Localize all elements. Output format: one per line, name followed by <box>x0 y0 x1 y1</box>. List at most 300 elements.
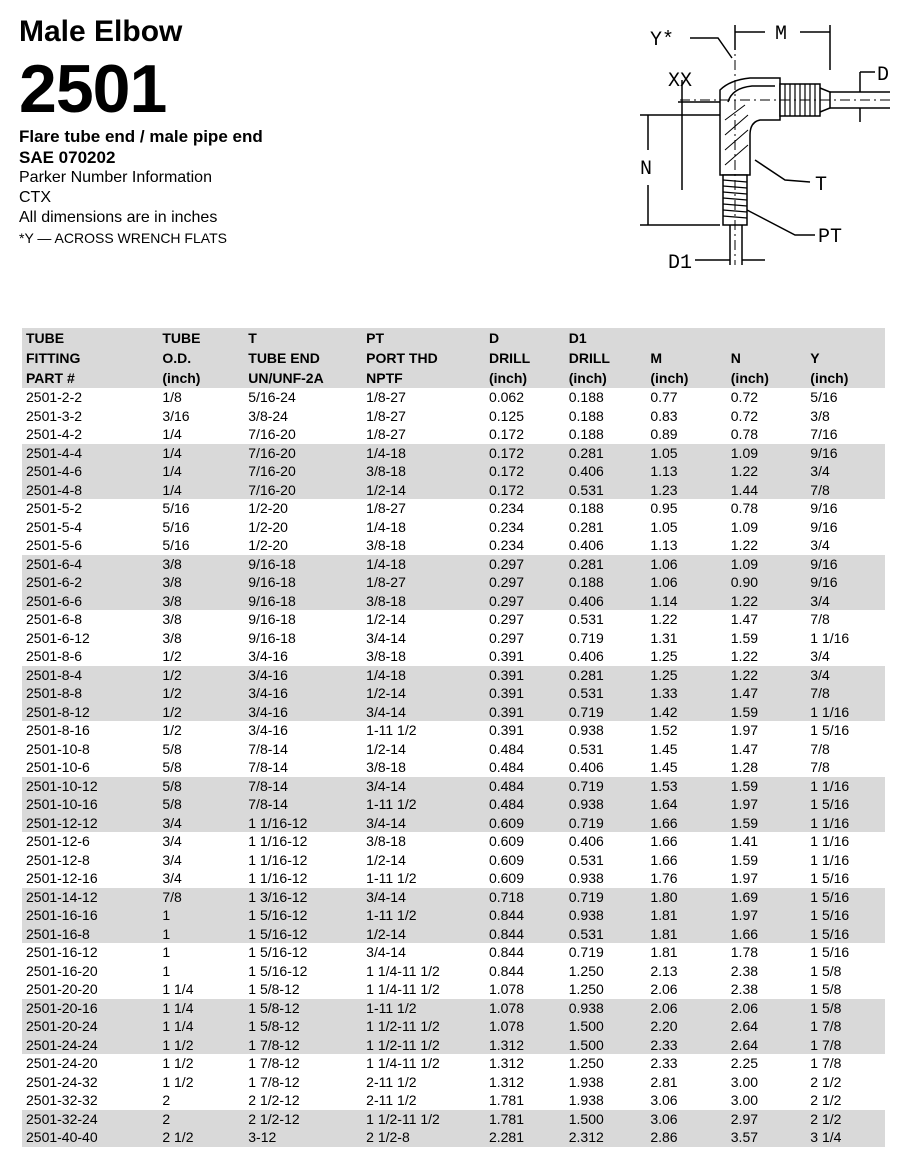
table-cell: 2501-10-12 <box>22 777 158 796</box>
table-cell: 0.90 <box>727 573 807 592</box>
column-header-line <box>810 328 885 348</box>
table-cell: 3/4-16 <box>244 666 362 685</box>
table-cell: 1.52 <box>650 722 678 738</box>
table-cell: 1 1/2-11 1/2 <box>362 1110 485 1129</box>
table-cell: 0.89 <box>650 426 678 442</box>
table-cell: 5/16 <box>162 518 190 535</box>
table-cell: 2 <box>162 1092 171 1108</box>
table-cell: 3/4-14 <box>362 777 485 796</box>
table-row <box>22 444 885 463</box>
table-cell: 1 7/8-12 <box>248 1055 300 1071</box>
table-cell: 5/16 <box>162 537 190 553</box>
table-cell: 1/2-14 <box>362 925 485 944</box>
table-cell: 0.297 <box>485 592 565 611</box>
table-cell: 7/16 <box>810 426 838 442</box>
table-cell: 3/4 <box>162 870 182 886</box>
column-header-line: (inch) <box>730 370 769 386</box>
table-cell: 1.22 <box>727 666 807 685</box>
table-row <box>22 1128 885 1147</box>
table-cell: 1.22 <box>727 592 807 611</box>
table-cell: 2 1/2-12 <box>248 1092 300 1108</box>
table-row <box>22 518 885 537</box>
table-cell: 1 5/8-12 <box>244 999 362 1018</box>
table-cell: 1.06 <box>646 573 726 592</box>
table-cell: 5/8 <box>158 795 244 814</box>
table-row <box>22 425 885 444</box>
table-cell: 0.406 <box>568 759 604 775</box>
table-cell: 1.078 <box>485 1017 565 1036</box>
table-cell: 1 1/4-11 1/2 <box>366 1055 440 1071</box>
column-header <box>158 328 244 388</box>
table-cell: 1 1/16-12 <box>248 833 308 849</box>
product-number: 2501 <box>19 51 167 127</box>
table-cell: 1/2 <box>158 703 244 722</box>
table-cell: 1/4-18 <box>366 518 406 535</box>
table-cell: 1.69 <box>727 888 807 907</box>
table-cell: 1/8-27 <box>362 573 485 592</box>
table-cell: 3/4 <box>806 462 885 481</box>
table-cell: 2 1/2-8 <box>362 1128 485 1147</box>
table-cell: 1/8-27 <box>366 407 406 424</box>
table-cell: 3/8 <box>158 592 244 611</box>
table-cell: 2 1/2 <box>810 1092 842 1108</box>
table-cell: 2501-8-4 <box>22 666 158 685</box>
table-row <box>22 666 885 685</box>
table-cell: 2.38 <box>730 962 759 979</box>
table-cell: 3/8-24 <box>248 407 288 424</box>
table-cell: 0.78 <box>730 500 759 516</box>
table-row <box>22 703 885 722</box>
table-cell: 1.42 <box>646 703 726 722</box>
column-header-line: D1 <box>568 330 587 346</box>
table-cell: 2501-5-2 <box>26 500 83 516</box>
table-cell: 1.64 <box>646 795 726 814</box>
table-cell: 5/8 <box>162 759 182 775</box>
table-cell: 2.86 <box>646 1128 726 1147</box>
table-cell: 1 1/4-11 1/2 <box>366 962 440 979</box>
table-cell: 3/4-14 <box>366 944 406 960</box>
table-cell: 0.72 <box>730 389 759 405</box>
table-cell: 1.97 <box>727 795 807 814</box>
table-cell: 2501-8-12 <box>22 703 158 722</box>
table-cell: 0.406 <box>565 592 647 611</box>
table-cell: 0.391 <box>485 703 565 722</box>
table-cell: 1/2-20 <box>248 537 288 553</box>
table-cell: 1.47 <box>727 684 807 703</box>
wrench-flats-note: *Y — ACROSS WRENCH FLATS <box>19 230 227 246</box>
column-header-line: N <box>730 350 741 366</box>
table-cell: 1 5/8 <box>806 999 885 1018</box>
table-cell: 2 1/2 <box>810 1073 842 1090</box>
table-cell: 2.64 <box>727 1036 807 1055</box>
table-row <box>22 407 885 426</box>
table-cell: 2.20 <box>646 1017 726 1036</box>
table-cell: 2501-6-8 <box>26 611 83 627</box>
table-cell: 7/8-14 <box>248 759 288 775</box>
table-cell: 9/16-18 <box>244 573 362 592</box>
table-cell: 7/8 <box>810 611 830 627</box>
table-cell: 1/4 <box>158 444 244 463</box>
table-cell: 9/16-18 <box>248 629 296 646</box>
table-cell: 1.781 <box>485 1110 565 1129</box>
table-cell: 1.97 <box>727 906 807 925</box>
table-cell: 1-11 1/2 <box>366 870 417 886</box>
column-header-line: PART # <box>26 370 75 386</box>
table-cell: 3 1/4 <box>806 1128 885 1147</box>
sae-number: SAE 070202 <box>19 148 116 167</box>
table-cell: 0.72 <box>730 407 759 424</box>
table-header <box>22 328 885 388</box>
table-row <box>22 943 885 962</box>
table-cell: 2501-14-12 <box>22 888 158 907</box>
parker-info: Parker Number Information <box>19 169 212 186</box>
table-cell: 5/16 <box>810 389 838 405</box>
table-cell: 1 5/8 <box>810 962 842 979</box>
table-cell: 2501-10-16 <box>22 795 158 814</box>
table-cell: 2501-8-6 <box>26 648 83 664</box>
table-cell: 3/8-18 <box>362 592 485 611</box>
table-cell: 1 1/16-12 <box>244 814 362 833</box>
table-cell: 5/16-24 <box>248 389 296 405</box>
table-cell: 2501-8-16 <box>26 722 90 738</box>
units-note: All dimensions are in inches <box>19 209 218 226</box>
table-cell: 1.53 <box>646 777 726 796</box>
table-cell: 1.59 <box>727 814 807 833</box>
table-cell: 1.938 <box>568 1073 604 1090</box>
table-cell: 5/8 <box>158 777 244 796</box>
table-cell: 1.22 <box>730 537 759 553</box>
table-cell: 3/4-16 <box>244 703 362 722</box>
table-cell: 1.66 <box>646 814 726 833</box>
table-cell: 0.78 <box>730 426 759 442</box>
table-cell: 1.312 <box>485 1036 565 1055</box>
table-cell: 0.062 <box>488 389 524 405</box>
table-cell: 1 7/8 <box>806 1036 885 1055</box>
table-row <box>22 721 885 740</box>
table-row <box>22 573 885 592</box>
table-cell: 0.297 <box>485 573 565 592</box>
table-cell: 3/8 <box>162 629 182 646</box>
table-cell: 2501-16-12 <box>26 944 98 960</box>
table-cell: 1.97 <box>730 870 759 886</box>
table-cell: 2501-16-16 <box>22 906 158 925</box>
header-row <box>22 328 885 388</box>
table-cell: 3/8 <box>810 407 830 424</box>
table-cell: 3-12 <box>244 1128 362 1147</box>
table-row <box>22 869 885 888</box>
table-cell: 1 <box>162 944 171 960</box>
table-cell: 0.281 <box>568 518 604 535</box>
table-cell: 2501-5-6 <box>26 537 83 553</box>
table-cell: 1.078 <box>488 981 524 997</box>
table-cell: 1.47 <box>730 740 759 757</box>
table-cell: 2501-12-8 <box>26 851 90 868</box>
table-cell: 2501-24-20 <box>26 1055 98 1071</box>
table-cell: 1.938 <box>568 1092 604 1108</box>
table-cell: 0.609 <box>488 833 524 849</box>
column-header-line: TUBE END <box>248 350 320 366</box>
table-cell: 1/8-27 <box>366 500 406 516</box>
column-header-line: NPTF <box>366 370 403 386</box>
table-cell: 1.23 <box>646 481 726 500</box>
table-cell: 1.66 <box>727 925 807 944</box>
column-header-line: TUBE <box>26 330 65 346</box>
table-cell: 3/4 <box>162 851 182 868</box>
table-cell: 2501-6-4 <box>22 555 158 574</box>
dimension-table <box>22 328 885 1147</box>
table-row <box>22 740 885 759</box>
table-cell: 1.59 <box>727 703 807 722</box>
table-cell: 2501-32-24 <box>22 1110 158 1129</box>
column-header <box>646 328 726 388</box>
table-cell: 1.33 <box>646 684 726 703</box>
table-cell: 2501-6-12 <box>26 629 90 646</box>
table-cell: 2.64 <box>727 1017 807 1036</box>
column-header-line: (inch) <box>810 370 849 386</box>
table-cell: 0.172 <box>485 481 565 500</box>
table-cell: 0.391 <box>488 722 524 738</box>
table-cell: 0.125 <box>488 407 524 424</box>
table-cell: 2501-4-2 <box>26 426 83 442</box>
table-cell: 0.297 <box>485 555 565 574</box>
table-row <box>22 980 885 999</box>
elbow-body <box>720 78 780 175</box>
table-cell: 1 1/2 <box>162 1055 194 1071</box>
table-cell: 1 1/2 <box>162 1073 194 1090</box>
table-cell: 0.719 <box>565 814 647 833</box>
table-cell: 2501-5-4 <box>26 518 83 535</box>
table-cell: 0.484 <box>488 759 524 775</box>
table-row <box>22 888 885 907</box>
table-cell: 2501-10-6 <box>26 759 90 775</box>
label-xx: XX <box>668 70 693 93</box>
table-cell: 1.500 <box>565 1110 647 1129</box>
table-cell: 0.188 <box>568 389 604 405</box>
product-subtitle: Flare tube end / male pipe end <box>19 127 263 146</box>
table-cell: 1.250 <box>568 962 604 979</box>
table-cell: 1.81 <box>646 925 726 944</box>
column-header-line: (inch) <box>568 370 607 386</box>
column-header-line: Y <box>810 350 820 366</box>
table-cell: 0.719 <box>568 944 604 960</box>
table-cell: 0.234 <box>488 500 524 516</box>
table-cell: 2501-12-12 <box>22 814 158 833</box>
table-cell: 0.719 <box>568 629 604 646</box>
table-cell: 1 1/16 <box>810 833 850 849</box>
table-cell: 0.844 <box>488 962 524 979</box>
table-cell: 1/4 <box>162 426 182 442</box>
table-cell: 1-11 1/2 <box>366 722 417 738</box>
table-row <box>22 925 885 944</box>
table-cell: 1/2 <box>158 666 244 685</box>
table-cell: 2501-16-20 <box>26 962 98 979</box>
table-cell: 1.81 <box>650 944 678 960</box>
table-cell: 1 1/16 <box>806 814 885 833</box>
table-cell: 0.719 <box>565 777 647 796</box>
table-cell: 1.312 <box>488 1055 524 1071</box>
table-cell: 1.14 <box>646 592 726 611</box>
fitting-diagram <box>620 10 900 275</box>
table-cell: 9/16-18 <box>248 611 296 627</box>
table-cell: 5/16 <box>162 500 190 516</box>
table-row <box>22 388 885 407</box>
table-cell: 1/4-18 <box>362 444 485 463</box>
table-cell: 1.47 <box>730 611 759 627</box>
table-cell: 1.59 <box>727 777 807 796</box>
table-cell: 3/8 <box>158 573 244 592</box>
table-cell: 3/4 <box>162 833 182 849</box>
table-cell: 2.06 <box>727 999 807 1018</box>
table-cell: 2501-8-8 <box>22 684 158 703</box>
table-cell: 2 <box>158 1110 244 1129</box>
table-cell: 2501-20-16 <box>22 999 158 1018</box>
table-cell: 1.05 <box>646 444 726 463</box>
table-cell: 1.22 <box>730 648 759 664</box>
table-cell: 2.38 <box>730 981 759 997</box>
table-cell: 3/4 <box>806 666 885 685</box>
table-cell: 0.172 <box>488 426 524 442</box>
table-cell: 3/8-18 <box>366 537 406 553</box>
table-cell: 0.406 <box>568 648 604 664</box>
table-row <box>22 795 885 814</box>
table-cell: 1/2-14 <box>366 740 406 757</box>
table-cell: 1.44 <box>727 481 807 500</box>
table-cell: 1.22 <box>727 462 807 481</box>
table-cell: 7/16-20 <box>248 426 296 442</box>
column-header-line: D <box>488 330 500 346</box>
table-cell: 1 7/8-12 <box>244 1036 362 1055</box>
table-cell: 1/2-14 <box>362 481 485 500</box>
table-cell: 0.234 <box>488 537 524 553</box>
table-cell: 1 5/16-12 <box>248 944 308 960</box>
table-cell: 2.97 <box>727 1110 807 1129</box>
table-cell: 1 5/16 <box>810 722 850 738</box>
table-cell: 1 <box>158 906 244 925</box>
column-header-line: (inch) <box>650 370 689 386</box>
table-cell: 1-11 1/2 <box>362 999 485 1018</box>
table-cell: 1 1/2-11 1/2 <box>362 1017 485 1036</box>
table-cell: 3/8-18 <box>366 759 406 775</box>
table-row <box>22 1017 885 1036</box>
table-cell: 0.938 <box>568 870 604 886</box>
table-cell: 1 5/16 <box>810 870 850 886</box>
table-cell: 0.172 <box>485 462 565 481</box>
label-d1: D1 <box>668 252 693 275</box>
table-cell: 0.188 <box>568 407 604 424</box>
table-cell: 1.97 <box>730 722 759 738</box>
table-cell: 3/8 <box>162 611 182 627</box>
table-cell: 0.609 <box>485 814 565 833</box>
table-cell: 0.281 <box>565 666 647 685</box>
table-cell: 1/4-18 <box>362 555 485 574</box>
table-cell: 1.25 <box>646 666 726 685</box>
table-cell: 1 1/4 <box>158 1017 244 1036</box>
table-row <box>22 592 885 611</box>
table-cell: 1.66 <box>650 851 678 868</box>
table-cell: 1.250 <box>568 1055 604 1071</box>
table-row <box>22 1073 885 1092</box>
table-cell: 1 5/16 <box>806 888 885 907</box>
table-cell: 2.13 <box>650 962 678 979</box>
table-cell: 0.391 <box>485 684 565 703</box>
table-cell: 1 1/16 <box>810 629 850 646</box>
table-cell: 3/8 <box>158 555 244 574</box>
table-cell: 1 <box>162 962 171 979</box>
table-cell: 0.531 <box>565 925 647 944</box>
table-cell: 1.05 <box>650 518 678 535</box>
table-cell: 0.188 <box>568 500 604 516</box>
table-cell: 1 5/16 <box>806 906 885 925</box>
table-cell: 1 1/16-12 <box>248 851 308 868</box>
table-cell: 1.06 <box>646 555 726 574</box>
table-cell: 7/8-14 <box>244 795 362 814</box>
table-cell: 1/8-27 <box>366 426 406 442</box>
table-cell: 3.57 <box>727 1128 807 1147</box>
column-header-line: FITTING <box>26 350 81 366</box>
table-cell: 2 1/2-12 <box>244 1110 362 1129</box>
table-cell: 2501-4-6 <box>22 462 158 481</box>
table-cell: 3/4-14 <box>362 888 485 907</box>
table-cell: 0.938 <box>568 722 604 738</box>
table-cell: 2.25 <box>730 1055 759 1071</box>
table-cell: 0.281 <box>565 444 647 463</box>
table-cell: 0.95 <box>650 500 678 516</box>
table-row <box>22 647 885 666</box>
column-header <box>565 328 647 388</box>
table-cell: 0.406 <box>568 833 604 849</box>
table-row <box>22 555 885 574</box>
table-cell: 1 3/16-12 <box>244 888 362 907</box>
table-cell: 1/2-20 <box>248 500 288 516</box>
table-cell: 1 1/2 <box>158 1036 244 1055</box>
label-m: M <box>775 23 788 46</box>
table-cell: 1/4 <box>158 481 244 500</box>
table-row <box>22 462 885 481</box>
table-cell: 1 1/16 <box>810 851 850 868</box>
table-cell: 1/2-14 <box>366 851 406 868</box>
table-cell: 0.172 <box>485 444 565 463</box>
table-cell: 2501-4-8 <box>22 481 158 500</box>
table-cell: 0.297 <box>488 611 524 627</box>
table-cell: 1 1/16 <box>806 777 885 796</box>
table-cell: 3/4-16 <box>248 722 288 738</box>
table-row <box>22 999 885 1018</box>
table-cell: 0.719 <box>565 888 647 907</box>
table-cell: 0.188 <box>565 573 647 592</box>
table-cell: 1.78 <box>730 944 759 960</box>
table-cell: 2501-10-8 <box>26 740 90 757</box>
table-cell: 7/8 <box>810 759 830 775</box>
table-cell: 7/8 <box>810 740 830 757</box>
table-cell: 1/2-14 <box>362 684 485 703</box>
table-cell: 1 1/4 <box>162 981 194 997</box>
table-cell: 0.531 <box>565 481 647 500</box>
table-row <box>22 1036 885 1055</box>
table-cell: 0.484 <box>485 777 565 796</box>
table-cell: 2.06 <box>646 999 726 1018</box>
table-cell: 9/16 <box>806 444 885 463</box>
table-cell: 9/16 <box>810 500 838 516</box>
table-cell: 2501-12-6 <box>26 833 90 849</box>
table-cell: 2.281 <box>485 1128 565 1147</box>
table-cell: 2501-3-2 <box>26 407 83 424</box>
column-header-line <box>731 328 807 348</box>
table-cell: 2501-40-40 <box>22 1128 158 1147</box>
table-cell: 9/16 <box>810 518 838 535</box>
table-cell: 2-11 1/2 <box>366 1073 417 1090</box>
table-cell: 1 1/4 <box>158 999 244 1018</box>
table-cell: 2-11 1/2 <box>366 1092 417 1108</box>
